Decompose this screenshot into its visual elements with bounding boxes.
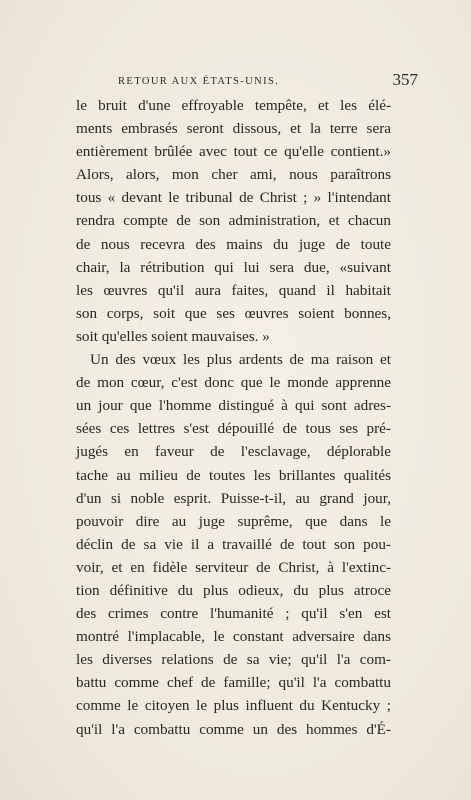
text-line: le bruit d'une effroyable tempête, et les élé- bbox=[76, 97, 391, 114]
text-line: jugés en faveur de l'esclavage, déplorable bbox=[76, 443, 391, 461]
text-line: rendra compte de son administration, et chacun bbox=[76, 212, 391, 230]
text-line: montré l'implacable, le constant adversaire dans bbox=[76, 628, 391, 646]
running-head bbox=[58, 72, 418, 92]
text-line: ments embrasés seront dissous, et la terre sera bbox=[76, 120, 391, 138]
text-line: sées ces lettres s'est dépouillé de tous ses pré- bbox=[76, 420, 391, 438]
paragraph-last-line: soit qu'elles soient mauvaises. » bbox=[76, 327, 270, 345]
text-line: qu'il l'a combattu comme un des hommes d'É- bbox=[76, 720, 391, 738]
text-line: comme le citoyen le plus influent du Kentucky ; bbox=[76, 697, 391, 715]
text-line: les diverses relations de sa vie; qu'il l'a com- bbox=[76, 651, 391, 669]
text-line: les œuvres qu'il aura faites, quand il habitait bbox=[76, 281, 391, 299]
text-line: entièrement brûlée avec tout ce qu'elle contient.» bbox=[76, 143, 391, 161]
page-number: 357 bbox=[392, 70, 418, 89]
text-line: tion définitive du plus odieux, du plus atroce bbox=[76, 581, 391, 599]
text-line: chair, la rétribution qui lui sera due, «suivant bbox=[76, 258, 391, 276]
text-line: Alors, alors, mon cher ami, nous paraîtrons bbox=[76, 166, 391, 184]
text-line: de nous recevra des mains du juge de toute bbox=[76, 235, 391, 253]
text-line: des crimes contre l'humanité ; qu'il s'en est bbox=[76, 605, 391, 623]
text-line: déclin de sa vie il a travaillé de tout son pou- bbox=[76, 535, 391, 553]
running-head-title: RETOUR AUX ÉTATS-UNIS. bbox=[118, 76, 280, 87]
text-line: tous « devant le tribunal de Christ ; » l'intendant bbox=[76, 189, 391, 207]
text-line: son corps, soit que ses œuvres soient bonnes, bbox=[76, 304, 391, 322]
text-line: pouvoir dire au juge suprême, que dans le bbox=[76, 512, 391, 530]
paragraph-first-line: Un des vœux les plus ardents de ma raison et bbox=[90, 351, 391, 369]
text-line: d'un si noble esprit. Puisse-t-il, au grand jour, bbox=[76, 489, 391, 507]
text-line: voir, et en fidèle serviteur de Christ, à l'extinc- bbox=[76, 558, 391, 576]
text-line: de mon cœur, c'est donc que le monde apprenne bbox=[76, 374, 391, 392]
body-text bbox=[76, 94, 391, 741]
text-line: battu comme chef de famille; qu'il l'a combattu bbox=[76, 674, 391, 692]
text-line: tache au milieu de toutes les brillantes qualités bbox=[76, 466, 391, 484]
text-line: un jour que l'homme distingué à qui sont adres- bbox=[76, 397, 391, 415]
